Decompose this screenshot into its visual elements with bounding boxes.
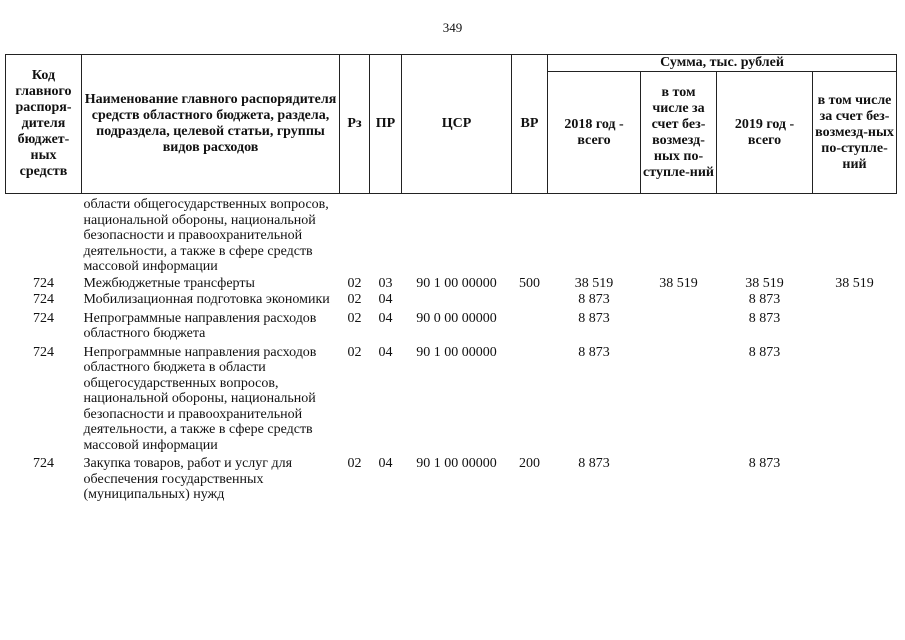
- table-row: [6, 194, 897, 275]
- cell-rz: 02: [347, 344, 362, 360]
- cell-2018-free: 38 519: [659, 275, 698, 291]
- header-sum-group: Сумма, тыс. рублей: [548, 55, 897, 72]
- cell-vr: [512, 194, 548, 275]
- cell-2018-total: 8 873: [578, 292, 610, 307]
- cell-pr: [370, 194, 402, 275]
- cell-2019-total: 8 873: [748, 344, 781, 360]
- cell-2019-free: [813, 291, 897, 308]
- cell-pr: 04: [378, 344, 393, 360]
- cell-csr: [402, 291, 512, 308]
- cell-code: 724: [33, 310, 54, 326]
- cell-2018-free: [641, 291, 717, 308]
- cell-vr: 500: [519, 275, 540, 291]
- cell-2019-free: [813, 342, 897, 454]
- cell-name: Непрограммные направления расходов областного бюджета в области общегосударственных вопросов, национальной обороны, национальной безопасности и правоохранительной деятельности, а также в сфере средств массовой информации: [83, 344, 317, 453]
- header-2019-free: в том числе за счет без-возмезд-ных по-ступле-ний: [813, 72, 897, 194]
- cell-code: 724: [33, 292, 54, 307]
- header-rz: Рз: [340, 55, 370, 194]
- cell-csr: 90 1 00 00000: [416, 344, 497, 360]
- cell-csr: 90 1 00 00000: [416, 275, 497, 291]
- cell-name: Мобилизационная подготовка экономики: [83, 292, 330, 307]
- cell-rz: [340, 194, 370, 275]
- table-row: [6, 453, 897, 503]
- header-2019-total: 2019 год - всего: [717, 72, 813, 194]
- cell-2019-total: 8 873: [748, 292, 781, 307]
- cell-pr: 04: [378, 292, 393, 307]
- cell-rz: 02: [347, 275, 362, 291]
- cell-code: 724: [33, 344, 54, 360]
- cell-2018-total: 8 873: [578, 344, 610, 360]
- page-number: 349: [442, 20, 463, 35]
- header-vr: ВР: [512, 55, 548, 194]
- cell-pr: 04: [378, 310, 393, 326]
- cell-pr: 03: [378, 275, 393, 291]
- cell-2018-total: [548, 194, 641, 275]
- cell-2018-free: [641, 308, 717, 342]
- cell-code: 724: [33, 275, 54, 291]
- table-row: [6, 342, 897, 454]
- header-pr: ПР: [370, 55, 402, 194]
- cell-2019-free: 38 519: [835, 275, 874, 291]
- header-2018-total: 2018 год - всего: [548, 72, 641, 194]
- cell-csr: 90 0 00 00000: [416, 310, 497, 326]
- cell-vr: [512, 291, 548, 308]
- budget-table: [5, 54, 897, 503]
- cell-2019-total: 8 873: [748, 310, 781, 326]
- cell-2019-free: [813, 453, 897, 503]
- table-row: [6, 275, 897, 292]
- cell-vr: [512, 342, 548, 454]
- cell-pr: 04: [378, 456, 393, 471]
- cell-code: [6, 194, 82, 275]
- header-code: Код главного распоря-дителя бюджет-ных средств: [6, 55, 82, 194]
- cell-csr: 90 1 00 00000: [416, 456, 497, 471]
- cell-2019-total: 38 519: [745, 275, 784, 291]
- table-header: [6, 55, 897, 194]
- table-row: [6, 291, 897, 308]
- cell-name: Непрограммные направления расходов областного бюджета: [83, 310, 317, 341]
- cell-2018-total: 8 873: [578, 310, 610, 326]
- header-name: Наименование главного распорядителя средств областного бюджета, раздела, подраздела, целевой статьи, группы видов расходов: [82, 55, 340, 194]
- cell-2019-total: [717, 194, 813, 275]
- table-row: [6, 308, 897, 342]
- header-2018-free: в том числе за счет без-возмезд-ных по-ступле-ний: [641, 72, 717, 194]
- cell-2018-total: 38 519: [574, 275, 614, 291]
- header-csr: ЦСР: [402, 55, 512, 194]
- cell-2018-total: 8 873: [578, 456, 610, 471]
- cell-code: 724: [33, 456, 54, 471]
- cell-2019-free: [813, 308, 897, 342]
- cell-name: области общегосударственных вопросов, национальной обороны, национальной безопасности и правоохранительной деятельности, а также в сфере средств массовой информации: [83, 197, 329, 274]
- cell-csr: [402, 194, 512, 275]
- cell-rz: 02: [347, 310, 362, 326]
- cell-2018-free: [641, 342, 717, 454]
- cell-2018-free: [641, 453, 717, 503]
- cell-vr: [512, 308, 548, 342]
- cell-2019-free: [813, 194, 897, 275]
- cell-rz: 02: [347, 292, 362, 307]
- cell-vr: 200: [519, 456, 540, 471]
- cell-name: Закупка товаров, работ и услуг для обеспечения государственных (муниципальных) нужд: [83, 456, 293, 502]
- cell-2018-free: [641, 194, 717, 275]
- cell-name: Межбюджетные трансферты: [83, 275, 255, 291]
- cell-2019-total: 8 873: [748, 456, 781, 471]
- cell-rz: 02: [347, 456, 362, 471]
